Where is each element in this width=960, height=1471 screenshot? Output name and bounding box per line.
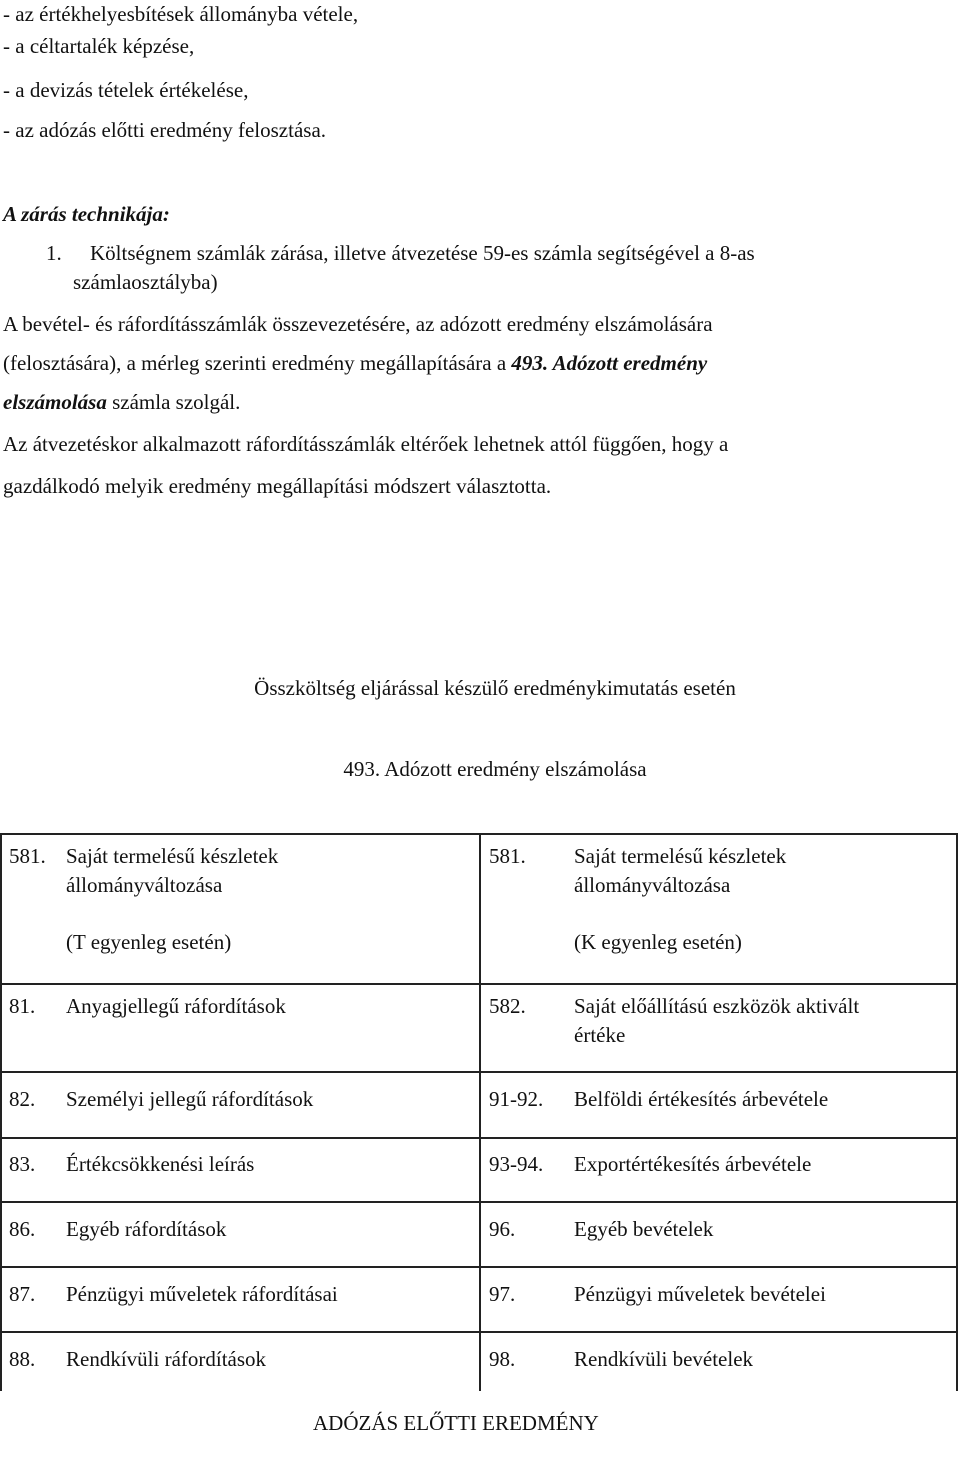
account-493-emphasis-cont: elszámolása [3, 390, 107, 414]
table-row-divider [2, 1266, 956, 1268]
account-493-emphasis: 493. Adózott eredmény [511, 351, 708, 375]
table-cell-right-label: Belföldi értékesítés árbevétele [574, 1087, 829, 1111]
table-cell-right-label: Pénzügyi műveletek bevételei [574, 1282, 826, 1306]
table-row-divider [2, 1137, 956, 1139]
table-cell-left-label: állományváltozása [66, 873, 223, 897]
table-cell-right-number: 93-94. [489, 1152, 544, 1176]
paragraph-1-line2-text: (felosztására), a mérleg szerinti eredmény megállapítására a [3, 351, 512, 375]
table-row-divider [2, 1331, 956, 1333]
table-cell-left-number: 581. [9, 844, 46, 868]
table-cell-right-label: állományváltozása [574, 873, 731, 897]
table-cell-left-label: Értékcsökkenési leírás [66, 1152, 255, 1176]
table-cell-right-label: Exportértékesítés árbevétele [574, 1152, 812, 1176]
table-center-divider [479, 835, 481, 1391]
paragraph-1-line1: A bevétel- és ráfordításszámlák összevezetésére, az adózott eredmény elszámolására [3, 312, 713, 336]
pre-tax-result-label: ADÓZÁS ELŐTTI EREDMÉNY [313, 1411, 599, 1435]
step-text-line1: Költségnem számlák zárása, illetve átvezetése 59-es számla segítségével a 8-as [90, 241, 755, 265]
table-cell-left-label: Anyagjellegű ráfordítások [66, 994, 286, 1018]
table-row-divider [2, 983, 956, 985]
section-title: Összköltség eljárással készülő eredménykimutatás esetén [254, 676, 736, 700]
table-row-divider [2, 1071, 956, 1073]
table-cell-right-number: 97. [489, 1282, 516, 1306]
table-cell-left-note: (T egyenleg esetén) [66, 930, 232, 954]
bullet-item: - a devizás tételek értékelése, [3, 78, 249, 102]
table-cell-right-number: 581. [489, 844, 526, 868]
t-account-table [0, 833, 958, 1391]
table-cell-right-label: értéke [574, 1023, 626, 1047]
table-cell-right-number: 96. [489, 1217, 516, 1241]
table-cell-right-label: Rendkívüli bevételek [574, 1347, 754, 1371]
table-cell-left-label: Egyéb ráfordítások [66, 1217, 227, 1241]
table-cell-right-label: Saját előállítású eszközök aktivált [574, 994, 860, 1018]
table-cell-left-label: Rendkívüli ráfordítások [66, 1347, 267, 1371]
table-cell-right-number: 91-92. [489, 1087, 544, 1111]
table-cell-right-note: (K egyenleg esetén) [574, 930, 742, 954]
step-number: 1. [46, 241, 62, 265]
bullet-item: - az értékhelyesbítések állományba vétele, [3, 2, 359, 26]
paragraph-2-line2: gazdálkodó melyik eredmény megállapítási módszert választotta. [3, 474, 552, 498]
table-cell-left-number: 87. [9, 1282, 36, 1306]
bullet-item: - az adózás előtti eredmény felosztása. [3, 118, 327, 142]
table-cell-left-number: 81. [9, 994, 36, 1018]
paragraph-1-line3 [3, 388, 240, 416]
table-row-divider [2, 1201, 956, 1203]
table-cell-left-label: Saját termelésű készletek [66, 844, 279, 868]
table-cell-left-number: 88. [9, 1347, 36, 1371]
table-cell-left-label: Pénzügyi műveletek ráfordításai [66, 1282, 338, 1306]
paragraph-1-line2 [3, 349, 707, 377]
bullet-item: - a céltartalék képzése, [3, 34, 195, 58]
closing-technique-heading: A zárás technikája: [3, 202, 170, 226]
table-cell-left-number: 82. [9, 1087, 36, 1111]
paragraph-1-line3-text: számla szolgál. [106, 390, 241, 414]
account-title: 493. Adózott eredmény elszámolása [343, 757, 647, 781]
table-cell-right-number: 582. [489, 994, 526, 1018]
table-cell-right-label: Saját termelésű készletek [574, 844, 787, 868]
step-text-line2: számlaosztályba) [73, 270, 218, 294]
table-cell-left-label: Személyi jellegű ráfordítások [66, 1087, 314, 1111]
table-cell-left-number: 83. [9, 1152, 36, 1176]
table-cell-right-number: 98. [489, 1347, 516, 1371]
table-cell-left-number: 86. [9, 1217, 36, 1241]
paragraph-2-line1: Az átvezetéskor alkalmazott ráfordításszámlák eltérőek lehetnek attól függően, hogy a [3, 432, 729, 456]
table-cell-right-label: Egyéb bevételek [574, 1217, 714, 1241]
